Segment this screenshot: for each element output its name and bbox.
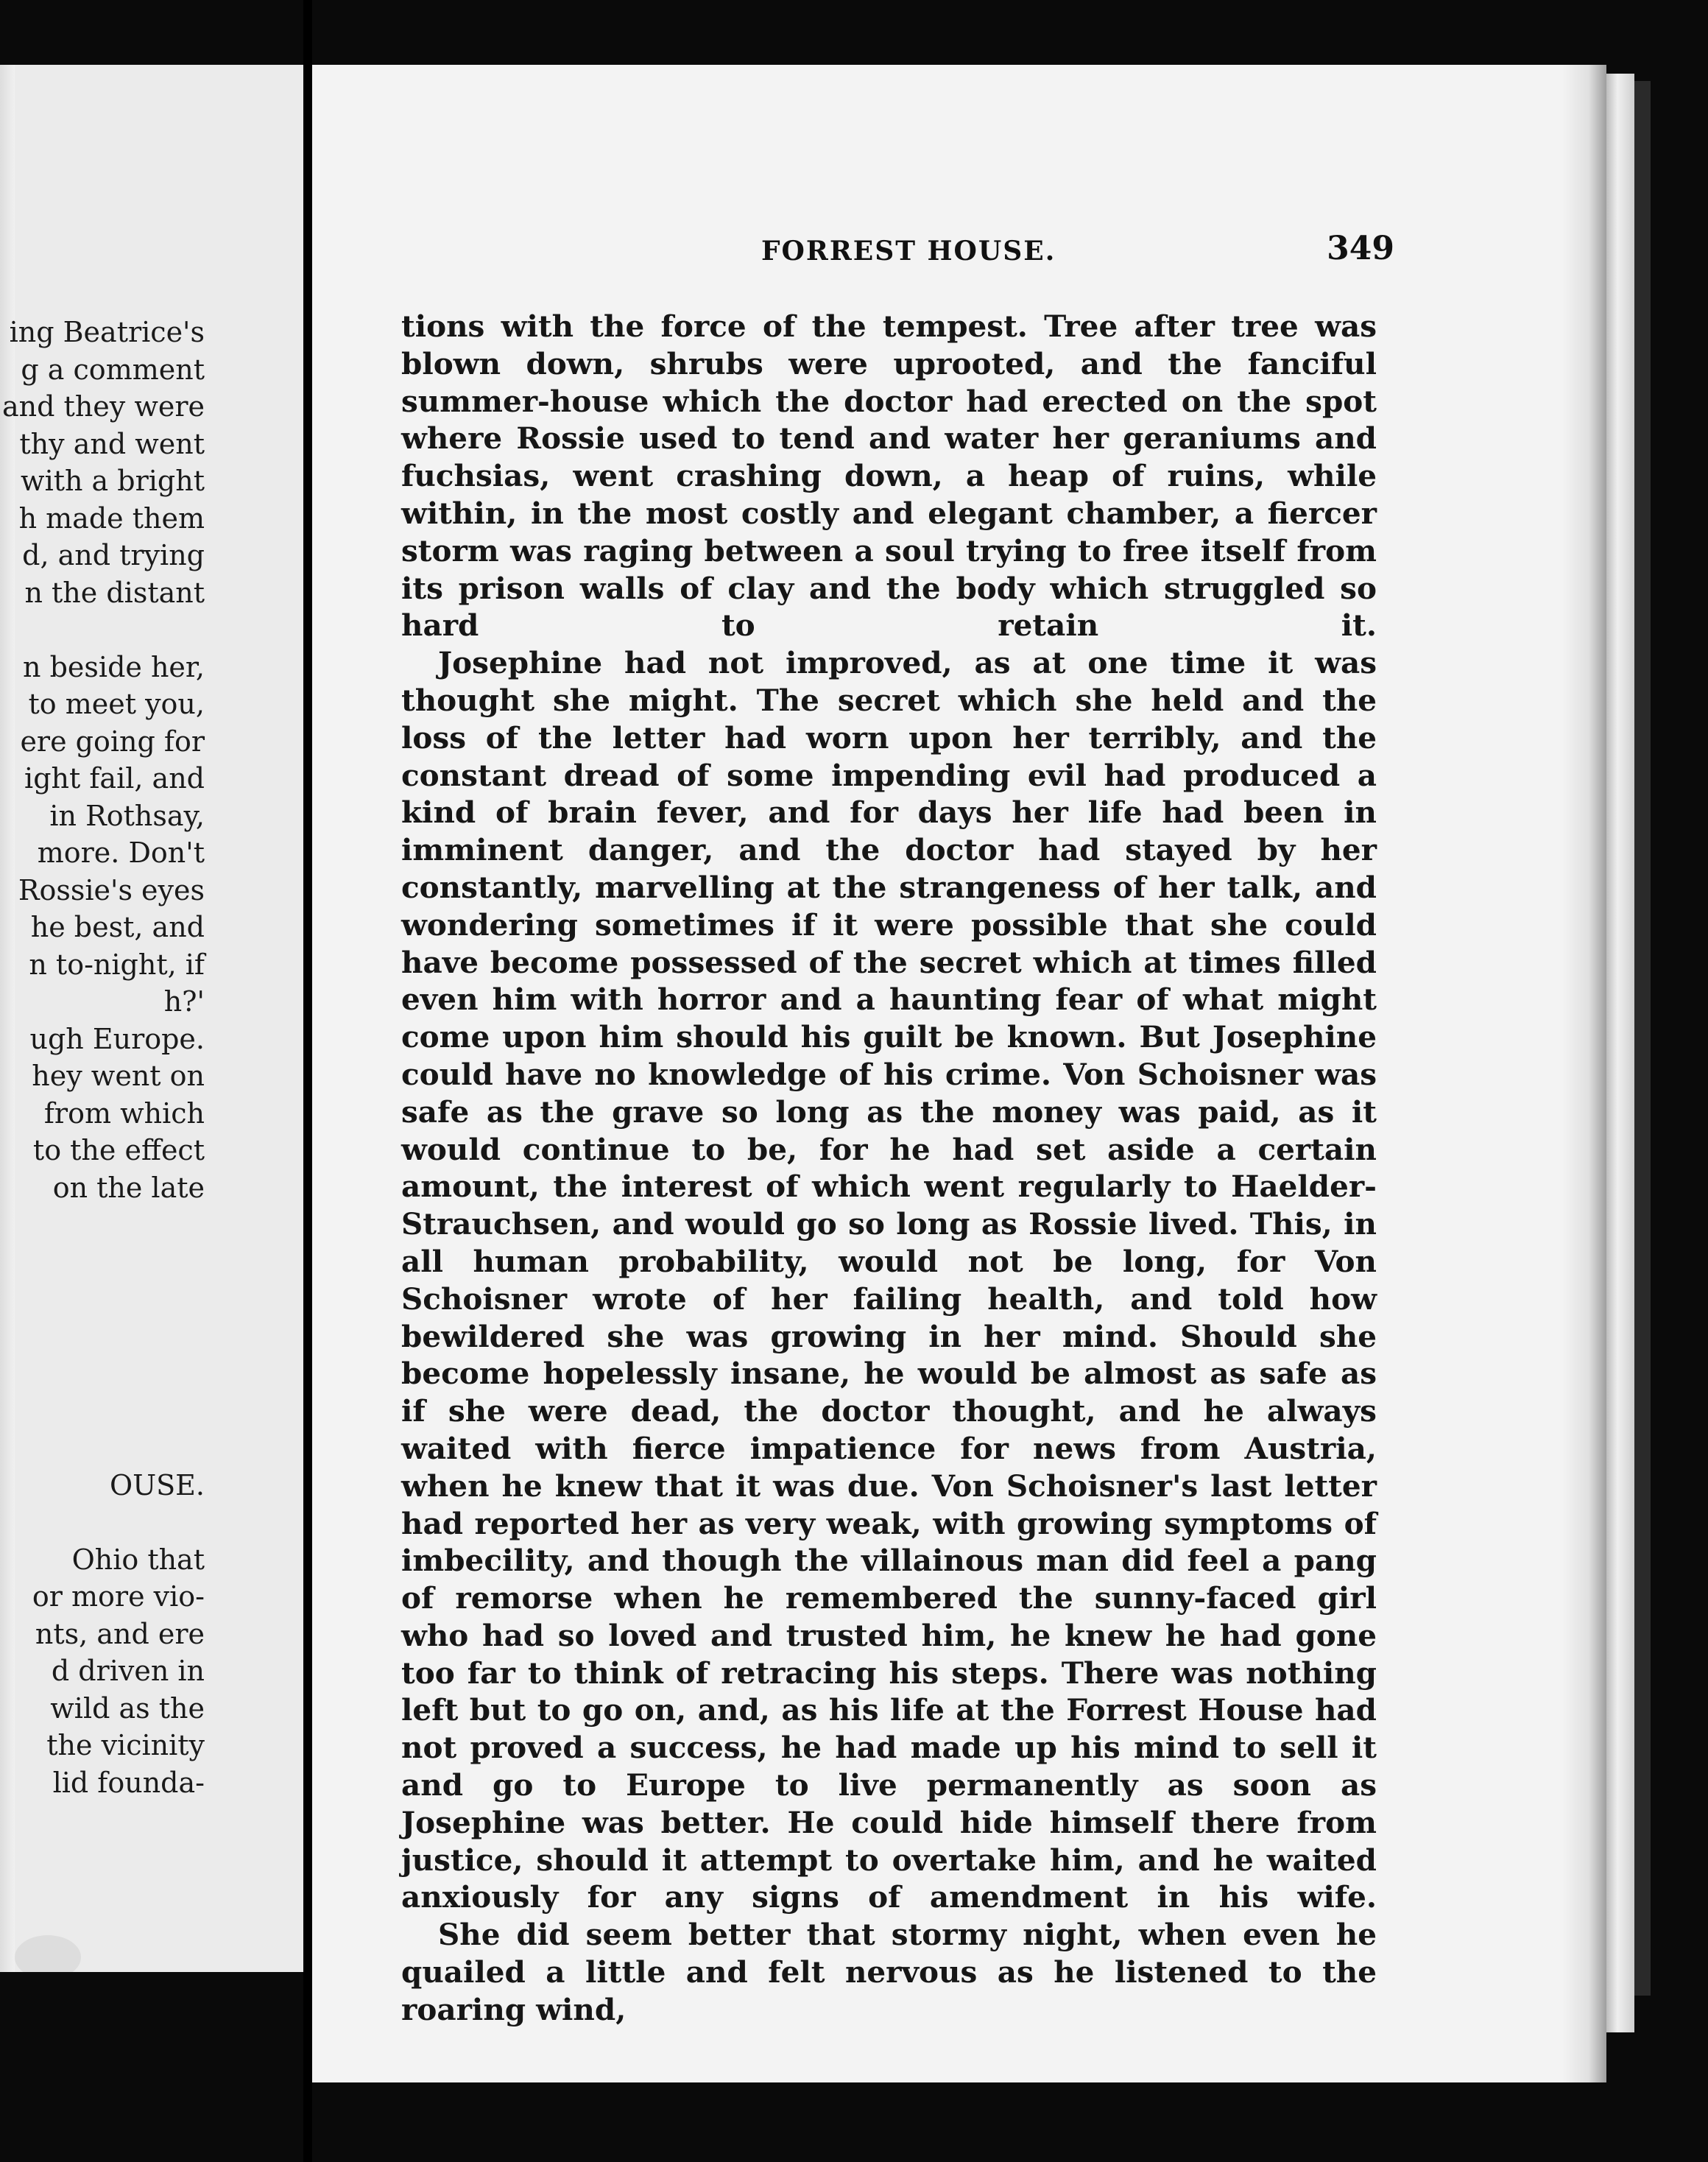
- facing-page-line: ing Beatrice's: [9, 316, 205, 348]
- facing-page-line: [0, 1504, 205, 1541]
- paragraph-2: Josephine had not improved, as at one time it was thought she might. The secret which she held and the loss of the letter had worn upon her terribly, and the constant dread of some impending evil had produced a kind of brain fever, and for days her life had been in imminent danger, and the doctor had stayed by her constantly, marvelling at the strangeness of her talk, and wondering sometimes if it were possible that she could have become possessed of the secret which at times filled even him with horror and a haunting fear of what might come upon him should his guilt be known. But Josephine could have no knowledge of his crime. Von Schoisner was safe as the grave so long as the money was paid, as it would continue to be, for he had set aside a certain amount, the interest of which went regularly to Haelder-Strauchsen, and would go so long as Rossie lived. This, in all human probability, would not be long, for Von Schoisner wrote of her failing health, and told how bewildered she was growing in her mind. Should she become hopelessly insane, he would be almost as safe as if she were dead, the doctor thought, and he always waited with fierce impatience for news from Austria, when he knew that it was due. Von Schoisner's last letter had reported her as very weak, with growing symptoms of imbecility, and though the villainous man did feel a pang of remorse when he remembered the sunny-faced girl who had so loved and trusted him, he knew he had gone too far to think of retracing his steps. There was nothing left but to go on, and, as his life at the Forrest House had not proved a success, he had made up his mind to sell it and go to Europe to live permanently as soon as Josephine was better. He could hide himself there from justice, should it attempt to overtake him, and he waited anxiously for any signs of amendment in his wife.: [401, 645, 1377, 1915]
- book-cover-edge: [1634, 81, 1651, 1996]
- page-header: [312, 230, 1394, 280]
- book-gutter: [303, 0, 312, 2162]
- facing-page-line: ugh Europe.: [29, 1022, 205, 1055]
- facing-page-line: d driven in: [51, 1655, 205, 1687]
- facing-page-line: or more vio-: [32, 1580, 205, 1613]
- facing-page-line: Rossie's eyes: [18, 873, 205, 906]
- page-number: 349: [1327, 230, 1394, 267]
- facing-page-line: h made them: [18, 501, 205, 535]
- facing-page-line: nts, and ere: [35, 1617, 205, 1650]
- facing-page-line: lid founda-: [52, 1766, 205, 1799]
- facing-page-line: [0, 1392, 205, 1430]
- facing-page-line: [0, 1318, 205, 1356]
- facing-page-line: d, and trying: [22, 539, 205, 571]
- facing-page-line: h?': [163, 985, 205, 1018]
- facing-page-line: wild as the: [50, 1691, 205, 1725]
- facing-page-line: n the distant: [24, 576, 205, 609]
- main-text: [401, 308, 1377, 2029]
- facing-page-line: on the late: [52, 1171, 205, 1204]
- facing-page-line: OUSE.: [109, 1468, 205, 1501]
- facing-page-line: and they were: [2, 390, 205, 423]
- facing-page-line: n to-night, if: [29, 948, 205, 981]
- facing-page-line: he best, and: [30, 911, 205, 943]
- paper-stain: [15, 1935, 81, 1972]
- facing-page-line: [0, 1206, 205, 1244]
- facing-page-line: ere going for: [20, 725, 205, 758]
- facing-page-line: with a bright: [21, 465, 205, 497]
- facing-page-line: n beside her,: [23, 650, 205, 683]
- facing-page-line: thy and went: [19, 427, 205, 460]
- facing-page-line: [0, 1281, 205, 1318]
- facing-page-line: hey went on: [32, 1060, 205, 1092]
- facing-page-line: in Rothsay,: [49, 799, 205, 832]
- facing-page-line: to meet you,: [28, 688, 205, 720]
- facing-page-line: [0, 1429, 205, 1467]
- facing-page-line: the vicinity: [46, 1729, 205, 1761]
- facing-page-line: from which: [43, 1096, 205, 1130]
- facing-page-line: [0, 1355, 205, 1392]
- facing-page-line: g a comment: [21, 353, 205, 386]
- running-head: FORREST HOUSE.: [761, 236, 1056, 267]
- paragraph-3: She did seem better that stormy night, when even he quailed a little and felt nervous as he listened to the roaring wind,: [401, 1917, 1377, 2027]
- paragraph-1: tions with the force of the tempest. Tree after tree was blown down, shrubs were uprooted, and the fanciful summer-house which the doctor had erected on the spot where Rossie used to tend and water her geraniums and fuchsias, went crashing down, a heap of ruins, while within, in the most costly and elegant chamber, a fiercer storm was raging between a soul trying to free itself from its prison walls of clay and the body which struggled so hard to retain it.: [401, 309, 1377, 644]
- facing-page-line: ight fail, and: [24, 762, 205, 795]
- facing-page-line: Ohio that: [71, 1543, 205, 1576]
- page-edge-shadow: [1562, 65, 1606, 2082]
- facing-page-left: [0, 65, 303, 1972]
- facing-page-line: more. Don't: [37, 837, 205, 869]
- facing-page-line: [0, 611, 205, 649]
- facing-page-line: to the effect: [32, 1134, 205, 1166]
- facing-page-line: [0, 1244, 205, 1281]
- facing-page-text: [0, 314, 205, 1801]
- page-edge-stack: [1606, 74, 1634, 2032]
